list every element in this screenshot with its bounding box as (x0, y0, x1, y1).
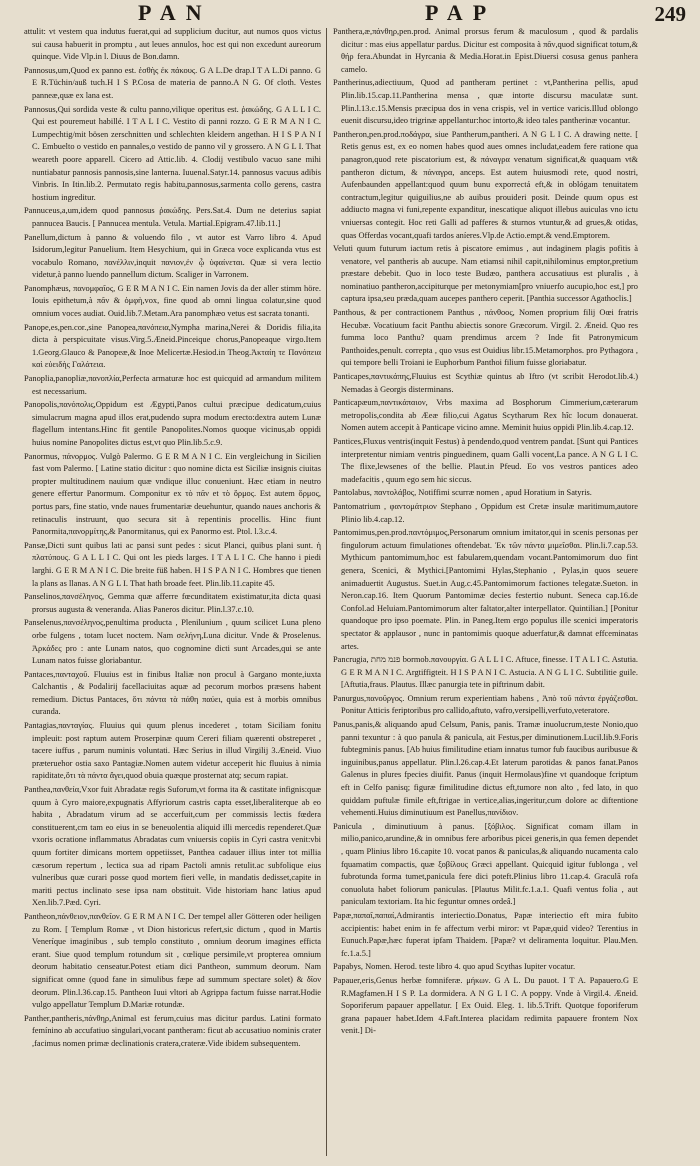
dictionary-entry: Panicula , diminutiuum à panus. [ξόβιλος. Significat comam illam in milio,panico,arundine,& in omnibus fere arboribus picei generis,in qua femen dependet , quam Plinius libro 16.capite 10. vocat panos & paniculas,& aliquando nucamenta calo fquamatim compactis, quæ ξοβίλους Græci appellant. Quicquid igitur fublonga , vel fubrotunda forma tumet,panicula fere dici poteft.Plinius libro 11.cap.4. Graculā rofa conuoluta habet foliorum paniculas. [Plautus Milit.fc.1.a.1. Quafi ventus folia , aut paniculam textoriam. Ita hic feguntur omnes ordeâ.] (333, 821, 638, 907)
dictionary-entry: Panope,es,pen.cor.,sine Panopea,πανόπεια,Nympha marina,Nerei & Doridis filia,ita dicta à perspicuitate visus.Virg.5.Æneid.Pinceique chorus,Panopeaque virgo.Item 1.Georg.Glauco & Panopeæ,& Inoe Melicertæ.Hesiod.in Theog.Ἀκταίη τε Πανόπεια καὶ εὐειδὴς Γαλάτεια. (24, 322, 321, 370)
dictionary-entry: Pannuceus,a,um,idem quod pannosus ῥακώδης. Pers.Sat.4. Dum ne deterius sapiat pannucea Baucis. [ Pannucea mentula. Vetula. Martial.Epigram.47.lib.11.] (24, 206, 321, 228)
dictionary-entry: Pantices,Fluxus ventris(inquit Festus) à pendendo,quod ventrem pandat. [Sunt qui Pantices interpretentur nimiam ventris pinguedinem, quam Galli vocent,La pance. A N G L I C. The flixe,lewsenes of the bellie. Plaut.in Pfeud. Eo vos vestros pantices adeo madefacitis , quum ego sem hic siccus. (333, 437, 638, 484)
dictionary-entry: Panurgus,πανοῦργος. Omnium rerum experientiam habens , Ἀπὸ τοῦ πάντα ἐργάζεσθαι. Ponitur Atticis feriptoribus pro callido,aftuto, vafro,versipelli,verfuto,veteratore. (333, 693, 638, 716)
dictionary-entry: Pantomatrium , φαντομάτριον Stephano , Oppidum est Cretæ insulæ maritimum,autore Plinio lib.4.cap.12. (333, 501, 638, 524)
dictionary-entry: Panopolis,πανόπολις,Oppidum est Ægypti,Panos cultui præcipue dedicatum,cuius simulacrum magna apud illos erat,pudendo supra modum erecto:dextra autem Lunæ flagellum intentans.Hinc fit gentile Panopolites.Nomos quoque vicinus,ab oppidi huius nomine Panopolites dictus est,vt quo Plin.lib.5.c.9. (24, 400, 321, 447)
dictionary-entry: Panomphæus, πανομφαῖος, G E R M A N I C. Ein namen Jovis da der aller stimm höre. Iouis epithetum,à πᾶν & ὀμφὴ,vox, fine quod ab omni lingua colatur,sine quod omnium voces audiat. Ouid.lib.7.Metam.Ara panomphæo vetus est sacrata tonanti. (24, 283, 321, 319)
column-divider (326, 28, 327, 1156)
dictionary-entry: Pantomimus,pen.prod.παντόμιμος,Personarum omnium imitator,qui in scenis personas per fingulorum actuum fimulationes oftendebat. Ἐκ τῶν πάντα μιμεῖσθαι. Plin.li.7.cap.53. Mythicum pantomimum,hoc est fabularem,quendam vocant.Pantomimorum duo fint genera, Scenici, & Mythici.[Pantomimi Hylas,Stephanio , Pylas,in quos seuere animaduertit Augustus. Suet.in Aug.c.45.Pantomimorum factiones telegatæ.Sueton. in Neron.cap.16. Item Quorum Pantomimæ decies festertio nubunt. Seneca cap.16.de Confol.ad Heluiam.Pantomimorum alter faltator,alter interpellator. Quintilian.] [Ponitur quandoque pro ipso poemate. Plin. in Paneg.Item ergo populus ille scenici imperatoris spectator & applausor , nunc in pantomimis quoque aduerfatur,& damnat effceminatas artes. (333, 528, 638, 651)
running-head-left: PAN (138, 0, 212, 25)
dictionary-entry: Panus,panis,& aliquando apud Celsum, Panis, panis. Tramæ inuolucrum,teste Nonio,quo panni texuntur : à quo panula & panicula, ait Festus,per diminutionem.Lucil.lib.9.Foris fubtegminis panus. [Ab huius fimilitudine etiam innatus tumor fub faucibus auribusue & inguinibus,panus appellatur. Plin.l.26.cap.4.Et laterum parotidas & panos fanat.Panos Galenus in plures fpecies diuifit. Panus (inquit Hermolaus)fine vt quandoque fcriptum eft in Celfo panisq; figuræ fimilitudine dictus eft,tumore non alto , fed lato, in quo quiddam puftulæ fimile eft,ftrigae in vertice,alias,ingeritur,cum dolore ac diftentione vehementi.Huius diminutiuum est Panellus,πανίδιον. (333, 720, 638, 818)
dictionary-entry: Pantherinus,adiectiuum, Quod ad pantheram pertinet : vt,Pantherina pellis, apud Plin.lib.15.cap.11.Pantherina mensa , quæ intorte discursu maculatæ sunt. Plin.l.13.c.15.Mensis præcipua dos in vena crispis, vel in vertice varicis.Illud oblongo euenit discursu,ideo trigrinæ appellantur:hoc intorto,& ideo tales pantherinæ vocantur. (333, 78, 638, 126)
dictionary-entry: Panselinos,πανσέληνος, Gemma quæ afferre fœcunditatem existimatur,ita dicta quasi prorsus augusta & veneranda. Alias Paneros dicitur. Plin.l.37.c.10. (24, 592, 321, 614)
dictionary-entry: Pantaces,πανταχοῦ. Fluuius est in finibus Italiæ non procul à Gargano monte,iuxta Calchantis , & Podalirij facellaciuitas aquæ ad pecorum morbos præsens habent remedium. Dictus Pantaces, ὅτι πάντα τὰ πάθη παύει, quia est à morbis omnibus curanda. (24, 669, 321, 717)
dictionary-entry: Panormus, πάνορμος. Vulgò Palermo. G E R M A N I C. Ein vergleichung in Sicilien fast vom Palermo. [ Latine statio dicitur : quo nomine dicta est Siciliæ insignis ciuitas propter multitudinem nauium quæ vndique illuc conueniunt. Hæc etiam in neutro genere effertur Panormum. Componitur ex τὸ πᾶν et τὸ ὅρμος. Est autem ὅρμος, portus pars, fine statio, vnde naues frumentariæ deuehuntur, quando naues anchoris & retinaculis instruunt, quo secura sit à repentinis procellis. Hinc fiunt Panormita,πανορμίτης,& Panormitanus, qui ex Panormo est. Ptol. l.3.c.4. (24, 451, 321, 537)
page-number: 249 (654, 2, 686, 26)
dictionary-entry: Panthous, & per contractionem Panthus , πάνθοος, Nomen proprium filij Oœi fratris Hecubæ. Vocatiuum facit Panthu abiectis sonore Græcorum. Virgil. 2. Æneid. Quo res fumma loco Panthu? quam prendimus arcem ? Inde fit Patronymicum Panthoides,penult. correpta , quo vsus est Ouidius libr.15.Metamorphos. pro Pythagora , qui tempore belli Troiani ie Euphorbum Panthoi filium fuisse gloriabatur. (333, 308, 638, 368)
left-column (24, 26, 321, 1158)
dictionary-entry: Pancrugia, פנמ מחת bormob.πανουργία. G A L L I C. Aftuce, finesse. I T A L I C. Astutia. G E R M A N I C. Argtiffigteit. H I S P A N I C. Astucia. A N G L I C. Subtilitie guile. [Aftutia,fraus. Plautus. Illæc panurgia tete in piftrinum dabit. (333, 655, 638, 690)
dictionary-entry: Panticapes,παντικάπης,Fluuius est Scythiæ quintus ab Iftro (vt scribit Herodot.lib.4.) Nemadas à Georgis disterminans. (333, 372, 638, 394)
right-column (333, 26, 638, 1158)
dictionary-entry: Panellum,dictum à panno & voluendo filo , vt autor est Varro libro 4. Apud Isidorum,legitur Panuelium. Item Hesychium, qui in Græca voce explicanda vtus est vocabulo Romano, πανέλλιν,inquit πανιον,ἐν ᾧ ὑφαίνεται. Quæ si vera lectio videtur,à panno luendo pannellum dictum. Scaliger in Varronem. (24, 232, 321, 280)
dictionary-entry: Panther,pantheris,πάνθηρ,Animal est ferum,cuius mas dicitur pardus. Latini formato femínino ab accufatiuo singulari,vocant pantheram: ficut ab accusatiuo nominis crater ,facimus nomen primæ declinationis cratera,crateræ.Vide ibidem subsequentem. (24, 1013, 321, 1048)
dictionary-entry: Pannosus,Qui sordida veste & cultu panno,vilique operitus est. ῥακώδης. G A L L I C. Qui est pouremeut habillé. I T A L I C. Vestito di panni rozzo. G E R M A N I C. Lumpechtig/mit bösen zerschnitten und schlechten kleidern angethan. H I S P A N I C. Embuelto o vestido en pannales,o vestido de panno vil y grossero. A N G L I. That weareth poore apparell. Cicero ad Attic.lib. 4. Clodij vestibulo vacuo sane mihi nuntiabatur pannosis pannosis,sine lanterna. Iuuenal.Satyr.14. pannosus vacuus adibis Vinbris. In Itin.lib.2. Permutato regis habitu,pannosus,sarmenta collo gerens, castra hostium ingreditur. (24, 104, 321, 202)
dictionary-entry: Papæ,παπαῖ,παπαί,Admirantis interiectio.Donatus, Papæ interiectio eft mira fubito accipientis: habet enim in fe affectum verbi miror: vt Papæ,quid video? Terentius in Eunuch.Papæ,hæc fuperat ipfam Thaidem. [Papæ? vt deliramenta loquitur. Plau.Men. fc.1.a.5.] (333, 910, 638, 958)
dictionary-entry: Panthera,æ,πάνθηρ,pen.prod. Animal prorsus ferum & maculosum , quod & pardalis dicitur : mas eius appellatur pardus. Dicitur est composita à πᾶν,quod significat totum,& θήρ fera.Abundat in Hyrcania & Media.Horat.in Epist.Diuersi cosusa genus panhera camelo. (333, 27, 638, 74)
dictionary-entry: Panticapæum,παντικάπαιον, Vrbs maxima ad Bosphorum Cimmerium,cæterarum metropolis,condita ab Æeæ filio,cui Agatus Scytharum Rex hîc locum donauerat. Nomen autem accepit à Panticape vicino amne. Meminit huius oppidi Plin.lib.4.cap.12. (333, 398, 638, 433)
running-head-right: PAP (425, 0, 497, 25)
dictionary-entry: Pantagias,πανταγίας. Fluuius qui quum plenus incederet , totam Siciliam fonitu impleuit: post raptum autem Proserpinæ quum Cereri filiam quærenti obstreperet , tacere iuffus , parum numinis voluntati. Hæc Serius in illud Virgilij 3.Æneid. Viuo præteruehor ostia saxo Pantagiæ.Nomen autem videtur acceperit hic fluuius à nimia rapiditate,ὅτι τὰ πάντα ἄγει,quod obuia quæque prosternat atq; secum rapiat. (24, 721, 321, 781)
dictionary-entry: Panthea,πανθεία,Vxor fuit Abradatæ regis Suforum,vt forma ita & castitate infignis:quæ quum à Cyro maiore,expugnatis Affyriorum castris capta esset,liberaliterque ab eo habita , Abradatum virum ad se accerfuit,cum per commissis lectis fœdera constituerent,cm tam eo eius in se beneuolentia aliquid illi mercedis rependeret.Quæ vxoris ocratione inflammatus Abradatas cum vniuersis copiis in Cyri castra venit:vbi quum fortiter dimicans mortem oppetiisset, Panthea cadauer illius inter tot millia cæsorum repertum , lectica sua ad ripam Pactoli amnis retulit.ac subfolique eius vulneribus quæ curari posse quod mortem fieri velle, in mandatis dedisset,capite in mariti pectus inclinato sese ipsa nam obstituit. Vide historiam hanc latius apud Xen.lib.7.Pæd. Cyri. (24, 785, 321, 908)
running-head (0, 0, 700, 26)
dictionary-entry: Pannosus,um,Quod ex panno est. ἐσθὴς ἐκ πάκους. G A L.De drap.I T A L.Di panno. G E R.Tüchin/auß tuch.H I S P.Cosa de materia de panno.A N G. Of cloth. Vestes panneæ,quæ ex lana est. (24, 65, 321, 100)
dictionary-entry: Panselenus,πανσέληνος,penultima producta , Plenilunium , quum scilicet Luna pleno orbe fulgens , totam lucet noctem. Nam σελήνη,Luna dicitur. Vnde & Proselenus. Ἀρκάδες pro : ante Lunam natos, quo cognomine dicti sunt Arcades,qui se ante Lunam natos fuisse gloriabantur. (24, 618, 321, 666)
dictionary-entry: Papauer,eris,Genus herbæ fomniferæ. μήκων. G A L. Du pauot. I T A. Papauero.G E R.Magfamen.H I S P. La dormidera. A N G L I C. A poppy. Vnde à Virgil.4. Æneid. Soporiferum papauer appellatur. [ Ex Ouid. Eleg. 1. lib.5.Trift. Quotque foporiferum grana papauer habet.Idem 4.Faft.Interea placidam redimita papauere frontem Nox venit.] Di- (333, 975, 638, 1036)
dictionary-entry: Pantheon,πάνθειον,πανθεῖον. G E R M A N I C. Der tempel aller Götteren oder heiligen zu Rom. [ Templum Romæ , vt Dion historicus refert,sic dictum , quod in Martis Veneríque imaginibus , sub templo constituto , omnium deorum imagines efficta erant. Siue quod templum rotundum sit , cœlique persimile,vt propterea omnium deorum habitatio censeatur.Potest etiam dici Pantheon, summum deorum. Nam significat omne (quod fane in simulibus fæpe ad summum spectare solet) & δῖον deorum. Plin.l.36.cap.15. Pantheon Iuui vltori ab Agrippa factum fuisse narrat.Hodie vulgo appellatur Templum D.Mariæ rotundæ. (24, 911, 321, 1010)
dictionary-entry: Veluti quum futurum iactum retis à piscatore emimus , aut indaginem plagis pofitis à venatore, vel pantheris ab aucupe. Nam etiamsi nihil capit,nihilominus emptor,pretium præstare debebit. Quo in loco teste Budæo, panthera accusatiuus est pluralis , à nominatiuo pantheron,accipiturque per metonymiam[pro vniuerfo aucupio,hoc est,] pro captura ipsa,seu præda,quam aucepes panthero ceperit. [Panthia successor Agathoclis.] (333, 244, 638, 304)
dictionary-entry: attulit: vt vestem qua indutus fuerat,qui ad supplicium ducitur, aut numos quos victus sui causa habuerit in promptu , aut leues annulos, hoc est qui non excedunt aureorum quinque. Vide Vlp.in l. Diuus de Bon.damn. (24, 27, 321, 62)
dictionary-entry: Pansæ,Dicti sunt quibus lati ac pansi sunt pedes : sicut Planci, quibus plani sunt. ἡ πλατύπους. G A L L I C. Qui ont les pieds larges. I T A L I C. Che hanno i piedi larghi. G E R M A N I C. Die breite füß haben. H I S P A N I C. Hombres que tienen la plans as llanas. A N G L I. That hath broade feet. Plin.lib.11.capite 45. (24, 540, 321, 588)
dictionary-entry: Pantolabus, παντολάβος, Notiffimi scurræ nomen , apud Horatium in Satyris. (333, 488, 592, 498)
dictionary-entry: Papabys, Nomen. Herod. teste libro 4. quo apud Scythas Iupiter vocatur. (333, 962, 576, 972)
dictionary-entry: Panoplia,panopliæ,πανοπλία,Perfecta armaturæ hoc est quicquid ad armandum militem est necessarium. (24, 374, 321, 396)
dictionary-entry: Pantheron,pen.prod.ποδάγρα, siue Pantherum,pantheri. A N G L I C. A drawing nette. [ Retis genus est, ex eo nomen habes quod aues omnes includat,eadem fere ratione qua panagron,quod rete piscatorium est, & πάναγρα venatum significat,& quaquam vt& pantheron dictum, & πάναγρα, anceps. Est autem huiusmodi rete, quod nostri, Aufenbaunden appellant:quod quum bunu exporrectá eft,& in oblógam tenuitatem contractum,legitur quiguilius,ne ab auibus prouideri posit. Deinde quum opus est addiucto magna vi funi,repente expanditur, inescatique aliquot illebus auiculas vno ictu vniuersas contegit. Hoc reti Galli ad pafferes & sturnos vtuntur,& ad grues,& otidas, quas Offerdas vocant,quafi tardos aníeres.Vlp.de Actio.empt.& vend.Emptorem. (333, 129, 638, 240)
